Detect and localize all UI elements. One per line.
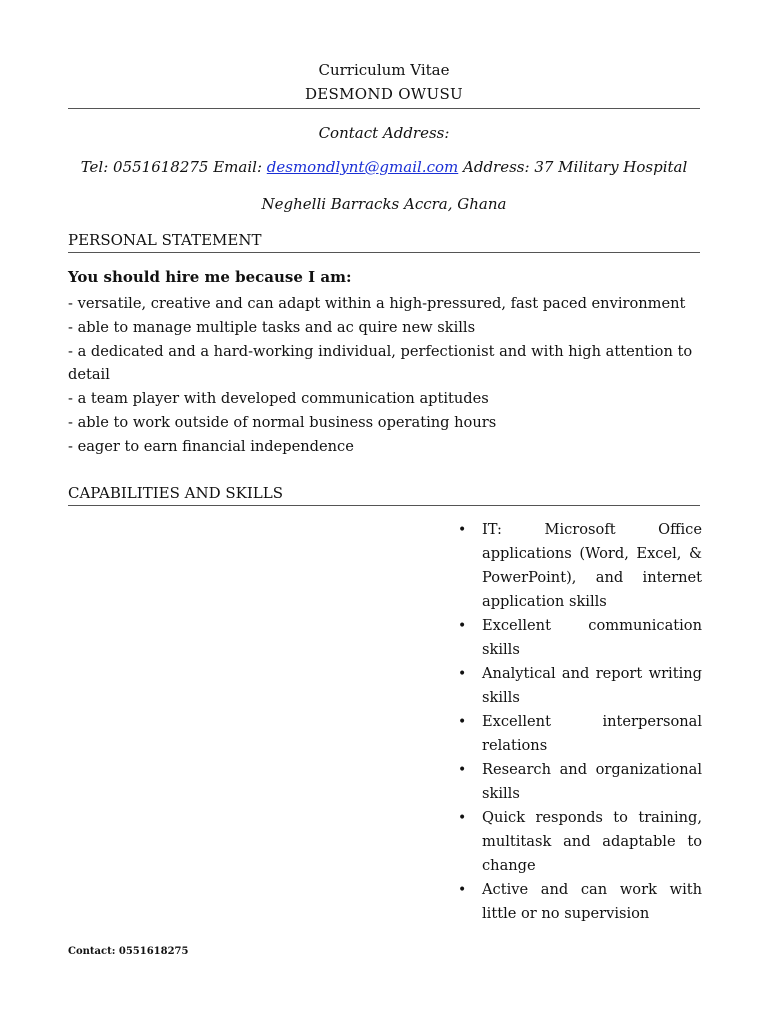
statement-item: - eager to earn financial independence bbox=[68, 437, 354, 455]
document-title: Curriculum Vitae bbox=[318, 61, 450, 79]
contact-address-label: Contact Address: bbox=[318, 124, 450, 142]
skill-text: Active and can work with little or no supervision bbox=[482, 881, 702, 922]
email-link[interactable]: desmondlynt@gmail.com bbox=[266, 158, 459, 176]
footer-contact: Contact: 0551618275 bbox=[68, 946, 189, 957]
skill-item bbox=[458, 662, 702, 710]
statement-item: - versatile, creative and can adapt within a high-pressured, fast paced environment bbox=[68, 295, 686, 312]
tel-text: Tel: 0551618275 Email: bbox=[80, 158, 262, 176]
skill-text: Excellent interpersonal relations bbox=[482, 713, 702, 754]
capabilities-divider bbox=[68, 505, 700, 506]
statement-item: - able to manage multiple tasks and ac quire new skills bbox=[68, 318, 476, 336]
skill-item bbox=[458, 518, 702, 614]
statement-list bbox=[68, 292, 700, 459]
skill-item bbox=[458, 806, 702, 878]
skill-text: Quick responds to training, multitask and adaptable to change bbox=[482, 809, 702, 874]
bullet-icon: • bbox=[458, 882, 467, 898]
skill-text: Research and organizational skills bbox=[482, 761, 702, 802]
bullet-icon: • bbox=[458, 618, 467, 634]
skill-item bbox=[458, 878, 702, 926]
skill-text: Excellent communication skills bbox=[482, 617, 702, 658]
skill-item bbox=[458, 710, 702, 758]
statement-item: - able to work outside of normal business operating hours bbox=[68, 413, 497, 431]
capabilities-heading: CAPABILITIES AND SKILLS bbox=[68, 484, 283, 502]
skills-list bbox=[458, 518, 702, 926]
applicant-name: DESMOND OWUSU bbox=[304, 85, 463, 103]
skill-item bbox=[458, 614, 702, 662]
bullet-icon: • bbox=[458, 810, 467, 826]
contact-line bbox=[0, 158, 768, 176]
header-divider bbox=[68, 108, 700, 109]
statement-lead: You should hire me because I am: bbox=[68, 268, 352, 286]
skill-text: Analytical and report writing skills bbox=[482, 665, 702, 706]
bullet-icon: • bbox=[458, 666, 467, 682]
personal-statement-divider bbox=[68, 252, 700, 253]
statement-item: - a team player with developed communication aptitudes bbox=[68, 390, 489, 408]
bullet-icon: • bbox=[458, 522, 467, 538]
address-text: Address: 37 Military Hospital bbox=[463, 158, 688, 176]
bullet-icon: • bbox=[458, 714, 467, 730]
skill-item bbox=[458, 758, 702, 806]
statement-item: - a dedicated and a hard-working individual, perfectionist and with high attention to detail bbox=[68, 342, 693, 384]
bullet-icon: • bbox=[458, 762, 467, 778]
skill-text: IT: Microsoft Office applications (Word, Excel, & PowerPoint), and internet application skills bbox=[482, 521, 702, 610]
personal-statement-heading: PERSONAL STATEMENT bbox=[68, 231, 262, 249]
address-line-2: Neghelli Barracks Accra, Ghana bbox=[261, 195, 507, 213]
